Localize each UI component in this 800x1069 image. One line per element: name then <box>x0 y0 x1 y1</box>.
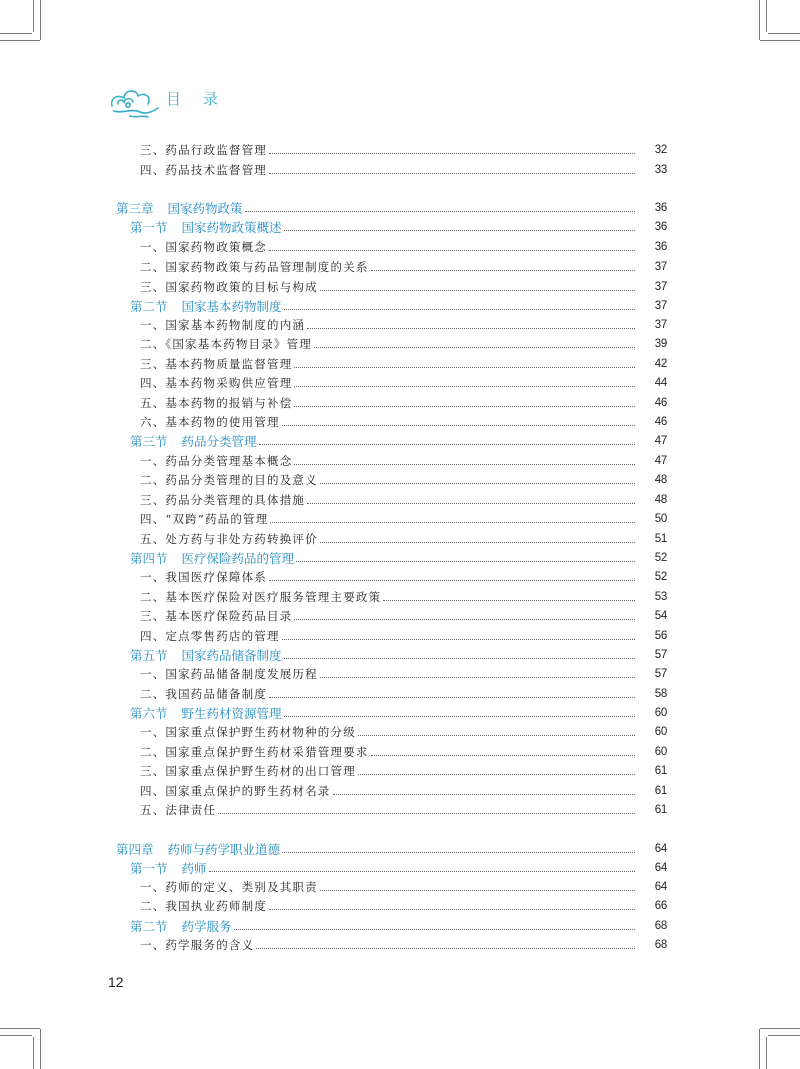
dot-leader <box>284 716 635 717</box>
toc-item-row <box>140 334 667 354</box>
toc-page-number: 46 <box>654 397 667 409</box>
toc-entry-title: 医疗保险药品的管理 <box>181 551 295 566</box>
toc-section-row <box>130 431 667 451</box>
toc-entry-title: 二、基本医疗保险对医疗服务管理主要政策 <box>140 590 382 604</box>
toc-page-number: 66 <box>654 900 667 912</box>
toc-entry-title: 六、基本药物的使用管理 <box>140 415 280 429</box>
toc-page-number: 37 <box>654 319 667 331</box>
toc-entry-title: 四、定点零售药店的管理 <box>140 629 280 643</box>
dot-leader <box>282 425 635 426</box>
dot-leader <box>294 619 635 620</box>
toc-page-number: 37 <box>654 261 667 273</box>
dot-leader <box>371 755 635 756</box>
crop-mark <box>766 1037 767 1069</box>
toc-page-number: 56 <box>654 630 667 642</box>
dot-leader <box>218 813 635 814</box>
crop-mark <box>768 1035 800 1036</box>
toc-section-row <box>130 858 667 878</box>
toc-entry-number: 第一节 <box>130 861 168 876</box>
dot-leader <box>269 250 635 251</box>
toc-item-row <box>140 160 667 180</box>
toc-page-number: 61 <box>654 804 667 816</box>
toc-entry-title: 四、“双跨”药品的管理 <box>140 512 269 526</box>
dot-leader <box>282 852 635 853</box>
toc-page-number: 64 <box>654 881 667 893</box>
toc-page-number: 60 <box>654 746 667 758</box>
crop-mark <box>0 1028 40 1029</box>
toc-page-number: 61 <box>654 785 667 797</box>
toc-entry-title: 一、国家重点保护野生药材物种的分级 <box>140 725 356 739</box>
toc-item-row <box>140 587 667 607</box>
toc-entry-title: 野生药材资源管理 <box>181 706 282 721</box>
dot-leader <box>296 561 635 562</box>
toc-page-number: 57 <box>654 649 667 661</box>
toc-entry-title: 三、国家药物政策的目标与构成 <box>140 280 318 294</box>
toc-page-number: 52 <box>654 571 667 583</box>
toc-item-row <box>140 781 667 801</box>
toc-item-row <box>140 722 667 742</box>
toc-entry-title: 一、药学服务的含义 <box>140 938 255 952</box>
toc-entry-title: 三、药品分类管理的具体措施 <box>140 493 306 507</box>
dot-leader <box>294 406 635 407</box>
toc-item-row <box>140 373 667 393</box>
dot-leader <box>284 309 635 310</box>
toc-item-row <box>140 470 667 490</box>
toc-page-number: 52 <box>654 552 667 564</box>
toc-page-number: 37 <box>654 281 667 293</box>
dot-leader <box>284 658 635 659</box>
toc-page-number: 33 <box>654 164 667 176</box>
toc-item-row <box>140 257 667 277</box>
toc-item-row <box>140 800 667 820</box>
dot-leader <box>269 697 635 698</box>
toc-item-row <box>140 529 667 549</box>
toc-entry-title: 二、国家重点保护野生药材采猎管理要求 <box>140 745 369 759</box>
toc-page-number: 53 <box>654 591 667 603</box>
dot-leader <box>269 909 635 910</box>
toc-page-number: 36 <box>654 202 667 214</box>
dot-leader <box>320 542 635 543</box>
toc-item-row <box>140 140 667 160</box>
toc-page-number: 57 <box>654 668 667 680</box>
dot-leader <box>269 173 635 174</box>
toc-page-number: 58 <box>654 688 667 700</box>
toc-item-row <box>140 664 667 684</box>
toc-entry-title: 三、药品行政监督管理 <box>140 143 267 157</box>
toc-item-row <box>140 354 667 374</box>
toc-item-row <box>140 315 667 335</box>
crop-mark <box>0 1035 32 1036</box>
toc-page-number: 46 <box>654 416 667 428</box>
dot-leader <box>282 639 635 640</box>
dot-leader <box>245 211 635 212</box>
toc-entry-title: 三、基本医疗保险药品目录 <box>140 609 293 623</box>
toc-item-row <box>140 626 667 646</box>
toc-page-number: 64 <box>654 862 667 874</box>
toc-entry-title: 五、基本药物的报销与补偿 <box>140 396 293 410</box>
toc-entry-title: 二、国家药物政策与药品管理制度的关系 <box>140 260 369 274</box>
dot-leader <box>269 153 635 154</box>
toc-page-number: 60 <box>654 707 667 719</box>
toc-entry-title: 一、我国医疗保障体系 <box>140 570 267 584</box>
toc-entry-number: 第五节 <box>130 648 168 663</box>
toc-page-number: 68 <box>654 920 667 932</box>
toc-item-row <box>140 277 667 297</box>
dot-leader <box>383 600 635 601</box>
toc-section-row <box>130 296 667 316</box>
toc-chapter-row <box>116 839 667 859</box>
dot-leader <box>320 890 635 891</box>
toc-page-number: 39 <box>654 338 667 350</box>
toc-page-number: 68 <box>654 939 667 951</box>
dot-leader <box>294 464 635 465</box>
dot-leader <box>294 386 635 387</box>
dot-leader <box>320 677 635 678</box>
dot-leader <box>320 290 635 291</box>
toc-item-row <box>140 606 667 626</box>
dot-leader <box>269 580 635 581</box>
dot-leader <box>320 483 635 484</box>
toc-page-number: 50 <box>654 513 667 525</box>
toc-page-number: 64 <box>654 843 667 855</box>
toc-entry-title: 三、基本药物质量监督管理 <box>140 357 293 371</box>
toc-entry-number: 第二节 <box>130 299 168 314</box>
toc-item-row <box>140 509 667 529</box>
toc-item-row <box>140 567 667 587</box>
toc-entry-title: 国家基本药物制度 <box>181 299 282 314</box>
dot-leader <box>284 230 635 231</box>
header-title-left: 目 <box>166 90 184 108</box>
dot-leader <box>270 522 635 523</box>
toc-item-row <box>140 877 667 897</box>
toc-entry-title: 国家药物政策 <box>167 201 243 216</box>
toc-entry-title: 国家药物政策概述 <box>181 220 282 235</box>
toc-page-number: 37 <box>654 300 667 312</box>
toc-entry-title: 二、我国执业药师制度 <box>140 899 267 913</box>
page-number: 12 <box>108 974 124 990</box>
toc-entry-number: 第四节 <box>130 551 168 566</box>
dot-leader <box>259 444 635 445</box>
toc-item-row <box>140 684 667 704</box>
dot-leader <box>294 367 635 368</box>
toc-entry-title: 二、《国家基本药物目录》管理 <box>140 337 313 351</box>
toc-entry-title: 药师与药学职业道德 <box>167 842 281 857</box>
toc-entry-number: 第四章 <box>116 842 154 857</box>
toc-entry-title: 一、药师的定义、类别及其职责 <box>140 880 318 894</box>
toc-entry-title: 五、法律责任 <box>140 803 217 817</box>
dot-leader <box>307 328 635 329</box>
dot-leader <box>371 270 635 271</box>
toc-section-row <box>130 703 667 723</box>
toc-page-number: 47 <box>654 435 667 447</box>
toc-entry-title: 药学服务 <box>181 919 232 934</box>
dot-leader <box>307 503 635 504</box>
toc-page-number: 36 <box>654 241 667 253</box>
crop-mark <box>40 1029 41 1069</box>
toc-item-row <box>140 412 667 432</box>
toc-item-row <box>140 742 667 762</box>
toc-item-row <box>140 237 667 257</box>
toc-section-row <box>130 217 667 237</box>
toc-page-number: 47 <box>654 455 667 467</box>
toc-entry-title: 二、我国药品储备制度 <box>140 687 267 701</box>
toc-entry-number: 第二节 <box>130 919 168 934</box>
dot-leader <box>333 794 636 795</box>
toc-item-row <box>140 761 667 781</box>
crop-mark <box>33 1037 34 1069</box>
toc-page-number: 42 <box>654 358 667 370</box>
crop-mark <box>759 1029 760 1069</box>
toc-entry-number: 第三节 <box>130 434 168 449</box>
toc-page-number: 54 <box>654 610 667 622</box>
dot-leader <box>358 735 635 736</box>
toc-item-row <box>140 935 667 955</box>
dot-leader <box>314 347 635 348</box>
toc-section-row <box>130 645 667 665</box>
toc-entry-title: 四、基本药物采购供应管理 <box>140 376 293 390</box>
toc-entry-number: 第六节 <box>130 706 168 721</box>
toc-entry-title: 药品分类管理 <box>181 434 257 449</box>
toc-entry-number: 第一节 <box>130 220 168 235</box>
toc-entry-title: 二、药品分类管理的目的及意义 <box>140 473 318 487</box>
toc-page-number: 44 <box>654 377 667 389</box>
toc-page-number: 61 <box>654 765 667 777</box>
toc-item-row <box>140 393 667 413</box>
toc-page-number: 36 <box>654 221 667 233</box>
toc-page-number: 32 <box>654 144 667 156</box>
toc-page-number: 48 <box>654 474 667 486</box>
toc-entry-title: 国家药品储备制度 <box>181 648 282 663</box>
toc-entry-title: 一、国家药品储备制度发展历程 <box>140 667 318 681</box>
toc-section-row <box>130 916 667 936</box>
toc-entry-title: 一、药品分类管理基本概念 <box>140 454 293 468</box>
toc-entry-number: 第三章 <box>116 201 154 216</box>
toc-chapter-row <box>116 198 667 218</box>
toc-item-row <box>140 490 667 510</box>
toc-item-row <box>140 451 667 471</box>
toc-page-number: 51 <box>654 533 667 545</box>
dot-leader <box>358 774 635 775</box>
dot-leader <box>256 948 635 949</box>
toc-page-number: 48 <box>654 494 667 506</box>
crop-mark <box>760 1028 800 1029</box>
toc-item-row <box>140 896 667 916</box>
dot-leader <box>234 929 635 930</box>
toc-entry-title: 四、国家重点保护的野生药材名录 <box>140 784 331 798</box>
toc-entry-title: 五、处方药与非处方药转换评价 <box>140 532 318 546</box>
header-title-right: 录 <box>203 90 221 108</box>
toc-entry-title: 三、国家重点保护野生药材的出口管理 <box>140 764 356 778</box>
toc-entry-title: 四、药品技术监督管理 <box>140 163 267 177</box>
toc-entry-title: 药师 <box>181 861 207 876</box>
toc-section-row <box>130 548 667 568</box>
toc-entry-title: 一、国家药物政策概念 <box>140 240 267 254</box>
toc-page-number: 60 <box>654 726 667 738</box>
toc-entry-title: 一、国家基本药物制度的内涵 <box>140 318 306 332</box>
dot-leader <box>209 871 635 872</box>
